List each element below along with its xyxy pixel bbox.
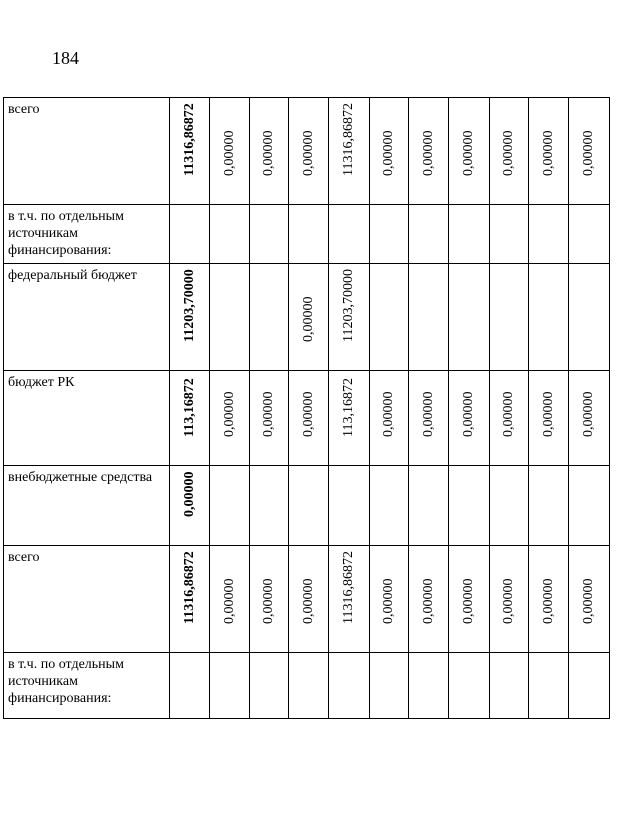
value-cell <box>490 98 529 205</box>
table-row <box>4 546 610 653</box>
value-cell <box>250 371 289 466</box>
value-cell <box>370 653 409 719</box>
value-cell <box>449 264 490 371</box>
value-cell <box>170 98 210 205</box>
value-text: 0,00000 <box>501 391 516 437</box>
value-text: 0,00000 <box>300 130 316 176</box>
value-cell <box>289 98 329 205</box>
value-cell <box>409 466 449 546</box>
value-cell <box>210 264 250 371</box>
value-cell <box>289 466 329 546</box>
value-text: 0,00000 <box>300 296 316 342</box>
value-cell <box>370 466 409 546</box>
value-text: 11316,86872 <box>341 103 356 176</box>
value-cell <box>170 466 210 546</box>
value-cell <box>329 546 370 653</box>
value-text: 11203,70000 <box>341 269 356 342</box>
value-cell <box>170 546 210 653</box>
value-cell <box>529 264 569 371</box>
value-cell <box>490 546 529 653</box>
value-text: 0,00000 <box>540 130 556 176</box>
value-cell <box>370 546 409 653</box>
table-row <box>4 98 610 205</box>
value-text: 11316,86872 <box>341 551 356 624</box>
value-cell <box>329 466 370 546</box>
table-row <box>4 466 610 546</box>
value-cell <box>250 653 289 719</box>
value-text: 0,00000 <box>501 130 516 176</box>
value-cell <box>409 264 449 371</box>
value-text: 0,00000 <box>261 578 276 624</box>
value-cell <box>170 205 210 264</box>
value-cell <box>449 371 490 466</box>
value-text: 0,00000 <box>581 391 596 437</box>
value-cell <box>370 371 409 466</box>
value-cell <box>370 98 409 205</box>
value-cell <box>409 371 449 466</box>
value-cell <box>210 546 250 653</box>
value-cell <box>210 653 250 719</box>
value-cell <box>329 264 370 371</box>
value-cell <box>250 264 289 371</box>
total-value: 0,00000 <box>181 471 197 517</box>
value-cell <box>569 466 610 546</box>
row-label: бюджет РК <box>4 371 170 466</box>
row-label: в т.ч. по отдельным источникам финансирования: <box>4 205 170 264</box>
value-text: 0,00000 <box>300 391 316 437</box>
value-cell <box>250 205 289 264</box>
value-cell <box>490 653 529 719</box>
value-cell <box>409 205 449 264</box>
value-text: 0,00000 <box>381 391 396 437</box>
value-cell <box>569 371 610 466</box>
value-cell <box>449 546 490 653</box>
value-text: 0,00000 <box>221 578 237 624</box>
total-value: 11203,70000 <box>181 269 197 342</box>
total-value: 11316,86872 <box>181 551 197 624</box>
value-cell <box>289 371 329 466</box>
value-text: 0,00000 <box>381 578 396 624</box>
value-cell <box>370 264 409 371</box>
value-text: 0,00000 <box>461 578 476 624</box>
value-cell <box>289 264 329 371</box>
value-cell <box>409 653 449 719</box>
table-row <box>4 205 610 264</box>
row-label: всего <box>4 546 170 653</box>
value-cell <box>329 653 370 719</box>
value-text: 0,00000 <box>461 391 476 437</box>
table-row <box>4 653 610 719</box>
value-text: 0,00000 <box>540 578 556 624</box>
value-cell <box>289 205 329 264</box>
total-value: 11316,86872 <box>181 103 197 176</box>
value-cell <box>329 371 370 466</box>
row-label: внебюджетные средства <box>4 466 170 546</box>
value-cell <box>210 98 250 205</box>
value-cell <box>250 466 289 546</box>
value-cell <box>569 546 610 653</box>
value-text: 0,00000 <box>581 578 596 624</box>
value-cell <box>529 98 569 205</box>
value-text: 0,00000 <box>261 391 276 437</box>
value-cell <box>250 98 289 205</box>
value-cell <box>529 205 569 264</box>
row-label: федеральный бюджет <box>4 264 170 371</box>
value-cell <box>210 205 250 264</box>
value-cell <box>409 546 449 653</box>
value-text: 0,00000 <box>261 130 276 176</box>
value-cell <box>370 205 409 264</box>
value-cell <box>210 371 250 466</box>
value-cell <box>529 653 569 719</box>
value-cell <box>329 98 370 205</box>
table-row <box>4 371 610 466</box>
financing-table <box>3 97 610 719</box>
value-cell <box>449 205 490 264</box>
value-cell <box>170 264 210 371</box>
value-text: 0,00000 <box>381 130 396 176</box>
value-cell <box>250 546 289 653</box>
value-cell <box>329 205 370 264</box>
value-text: 0,00000 <box>461 130 476 176</box>
value-text: 0,00000 <box>420 130 436 176</box>
value-text: 0,00000 <box>300 578 316 624</box>
value-cell <box>490 205 529 264</box>
total-value: 113,16872 <box>181 378 197 437</box>
value-cell <box>289 653 329 719</box>
value-text: 0,00000 <box>420 391 436 437</box>
value-cell <box>569 205 610 264</box>
value-cell <box>170 371 210 466</box>
value-cell <box>170 653 210 719</box>
value-cell <box>529 466 569 546</box>
value-cell <box>569 264 610 371</box>
value-cell <box>529 371 569 466</box>
value-cell <box>449 466 490 546</box>
value-text: 0,00000 <box>420 578 436 624</box>
value-text: 0,00000 <box>540 391 556 437</box>
value-cell <box>449 653 490 719</box>
row-label: в т.ч. по отдельным источникам финансирования: <box>4 653 170 719</box>
value-cell <box>529 546 569 653</box>
value-cell <box>409 98 449 205</box>
value-text: 0,00000 <box>501 578 516 624</box>
value-cell <box>449 98 490 205</box>
value-text: 0,00000 <box>221 391 237 437</box>
value-cell <box>490 264 529 371</box>
value-text: 113,16872 <box>341 378 356 437</box>
value-cell <box>490 466 529 546</box>
value-cell <box>289 546 329 653</box>
page-number: 184 <box>52 48 79 68</box>
value-text: 0,00000 <box>581 130 596 176</box>
row-label: всего <box>4 98 170 205</box>
value-cell <box>490 371 529 466</box>
table-row <box>4 264 610 371</box>
value-cell <box>210 466 250 546</box>
value-text: 0,00000 <box>221 130 237 176</box>
value-cell <box>569 653 610 719</box>
value-cell <box>569 98 610 205</box>
